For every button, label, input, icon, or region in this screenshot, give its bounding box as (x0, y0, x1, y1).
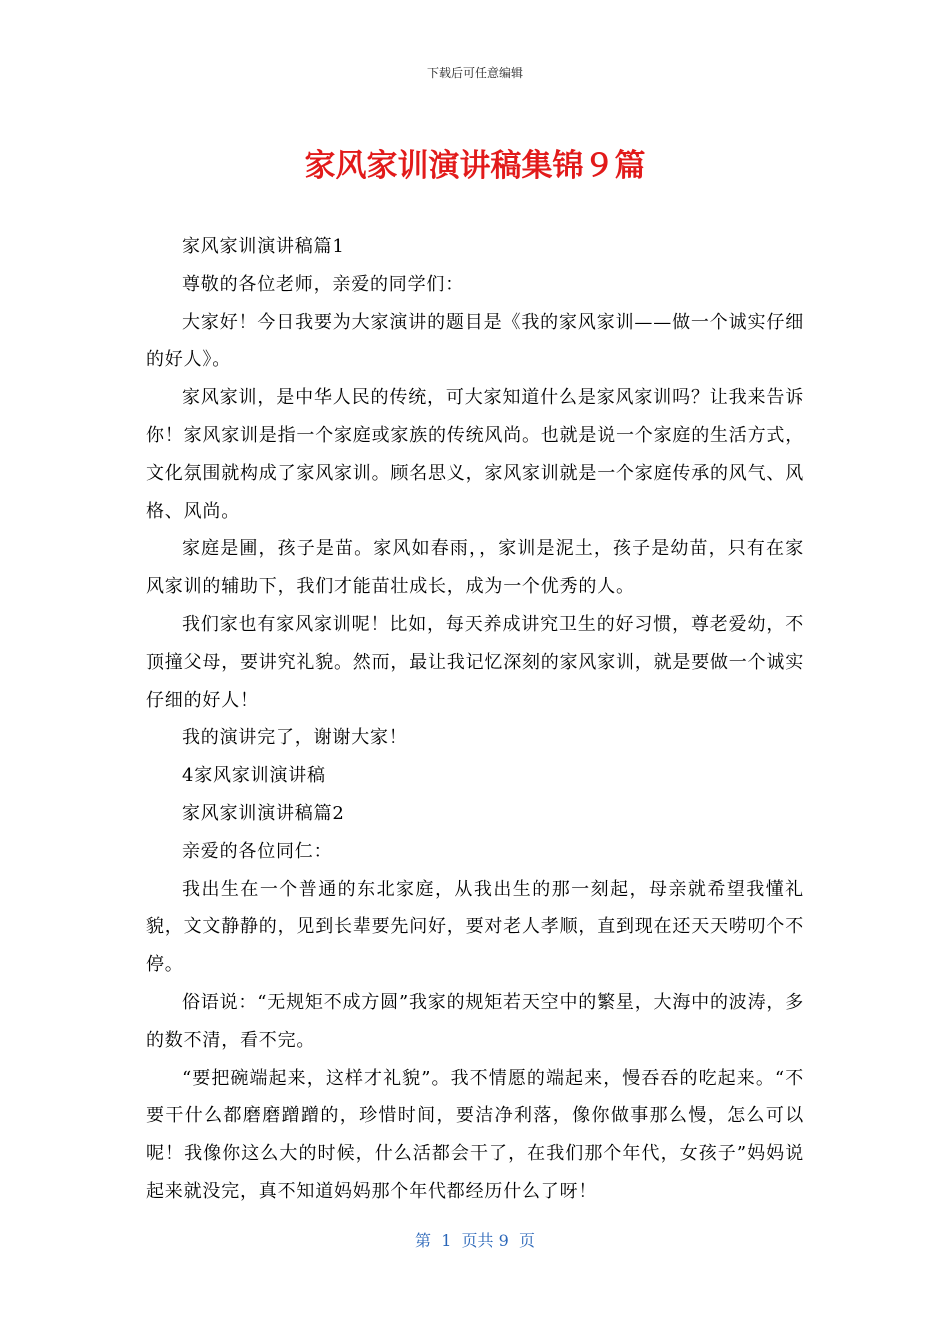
body-paragraph: 家庭是圃，孩子是苗。家风如春雨，，家训是泥土，孩子是幼苗，只有在家风家训的辅助下，我们才能苗壮成长，成为一个优秀的人。 (146, 538, 804, 598)
section-heading: 4家风家训演讲稿 (182, 765, 326, 787)
salutation: 尊敬的各位老师，亲爱的同学们： (182, 273, 464, 295)
body-paragraph: 我们家也有家风家训呢！比如，每天养成讲究卫生的好习惯，尊老爱幼，不顶撞父母，要讲究礼貌。然而，最让我记忆深刻的家风家训，就是要做一个诚实仔细的好人！ (146, 613, 804, 711)
header-note: 下载后可任意编辑 (426, 66, 523, 80)
salutation: 亲爱的各位同仁： (182, 840, 333, 862)
body-paragraph: 大家好！今日我要为大家演讲的题目是《我的家风家训——做一个诚实仔细的好人》。 (146, 311, 804, 371)
closing-line: 我的演讲完了，谢谢大家！ (182, 727, 408, 749)
document-body (146, 228, 804, 1211)
body-paragraph: 我出生在一个普通的东北家庭，从我出生的那一刻起，母亲就希望我懂礼貌，文文静静的，见到长辈要先问好，要对老人孝顺，直到现在还天天唠叨个不停。 (146, 878, 804, 976)
body-paragraph: “要把碗端起来，这样才礼貌”。我不情愿的端起来，慢吞吞的吃起来。“不要干什么都磨磨蹭蹭的，珍惜时间，要洁净利落，像你做事那么慢，怎么可以呢！我像你这么大的时候，什么活都会干了，在我们那个年代，女孩子”妈妈说起来就没完，真不知道妈妈那个年代都经历什么了呀！ (146, 1067, 804, 1202)
page-footer: 第 1 页共 9 页 (415, 1231, 535, 1250)
document-title: 家风家训演讲稿集锦９篇 (304, 148, 646, 184)
body-paragraph: 家风家训，是中华人民的传统，可大家知道什么是家风家训吗？让我来告诉你！家风家训是指一个家庭或家族的传统风尚。也就是说一个家庭的生活方式，文化氛围就构成了家风家训。顾名思义，家风家训就是一个家庭传承的风气、风格、风尚。 (146, 387, 804, 522)
section-heading: 家风家训演讲稿篇1 (182, 236, 345, 257)
section-heading: 家风家训演讲稿篇2 (182, 802, 345, 824)
body-paragraph: 俗语说：“无规矩不成方圆”我家的规矩若天空中的繁星，大海中的波涛，多的数不清，看不完。 (146, 991, 804, 1051)
